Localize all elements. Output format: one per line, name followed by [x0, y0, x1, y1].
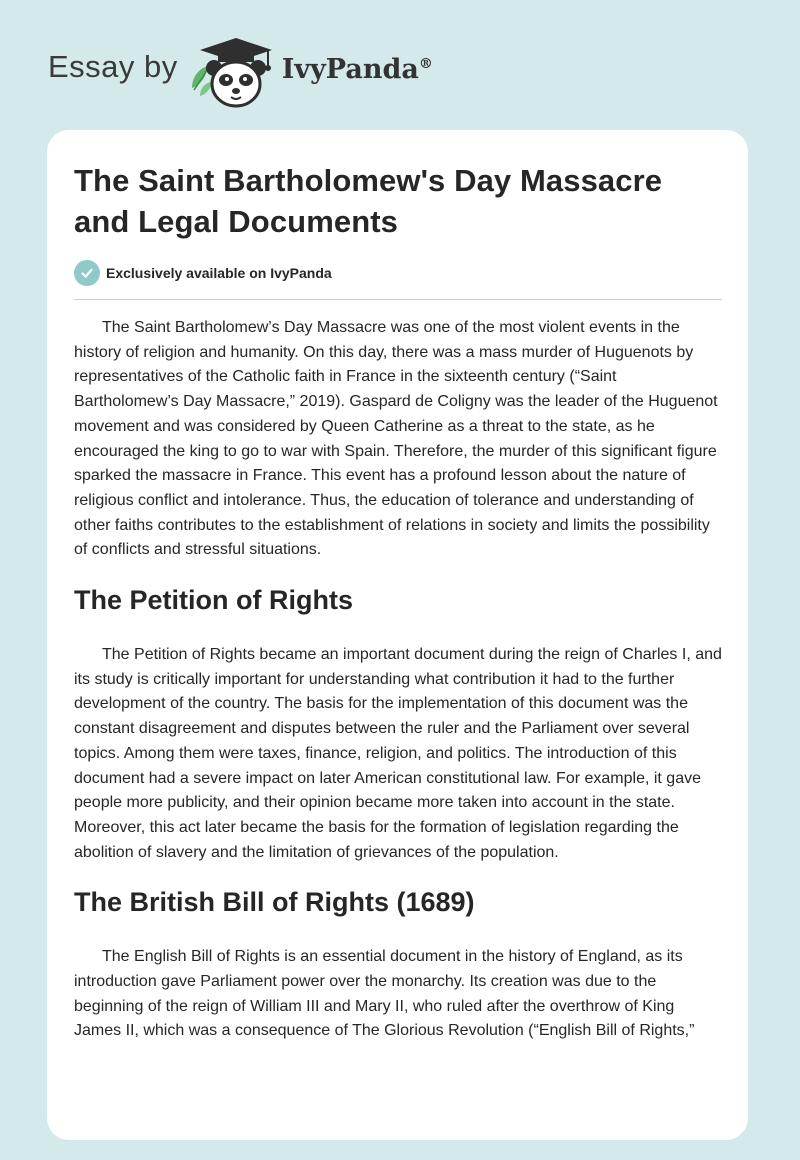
site-header [48, 30, 433, 110]
essay-by-label: Essay by [48, 49, 178, 84]
paragraph-bill-of-rights: The English Bill of Rights is an essential document in the history of England, as its introduction gave Parliament power over the monarchy. Its creation was due to the beginning of the reign of William III and Mary II, who ruled after the overthrow of King James II, which was a consequence of The Glorious Revolution (“English Bill of Rights,” [74, 948, 695, 1040]
paragraph-petition: The Petition of Rights became an important document during the reign of Charles I, and its study is critically important for understanding what contribution it had to the further development of the country. The basis for the implementation of this document was the constant disagreement and disputes between the ruler and the Parliament over several topics. Among them were taxes, finance, religion, and politics. The introduction of this document had a severe impact on later American constitutional law. For example, it gave people more publicity, and their opinion became more taken into account in the state. Moreover, this act later became the basis for the formation of legislation regarding the abolition of slavery and the limitation of grievances of the population. [74, 646, 722, 861]
paragraph-intro: The Saint Bartholomew’s Day Massacre was one of the most violent events in the history of religion and humanity. On this day, there was a mass murder of Huguenots by representatives of the Catholic faith in France in the sixteenth century (“Saint Bartholomew’s Day Massacre,” 2019). Gaspard de Coligny was the leader of the Huguenot movement and was considered by Queen Catherine as a threat to the state, as he encouraged the king to go to war with Spain. Therefore, the murder of this significant figure sparked the massacre in France. This event has a profound lesson about the nature of religious conflict and intolerance. Thus, the education of tolerance and understanding of other faiths contributes to the establishment of relations in society and limits the possibility of conflicts and stressful situations. [74, 319, 718, 559]
exclusive-badge [74, 260, 722, 300]
essay-title: The Saint Bartholomew's Day Massacre and Legal Documents [74, 163, 663, 239]
panda-logo-icon[interactable] [188, 30, 284, 110]
essay-card [47, 130, 748, 1140]
heading-petition-of-rights: The Petition of Rights [74, 585, 353, 616]
exclusive-badge-label: Exclusively available on IvyPanda [106, 265, 332, 281]
heading-british-bill-of-rights: The British Bill of Rights (1689) [74, 887, 475, 918]
brand-name[interactable]: IvyPanda® [281, 53, 433, 85]
checkmark-icon [74, 260, 100, 286]
